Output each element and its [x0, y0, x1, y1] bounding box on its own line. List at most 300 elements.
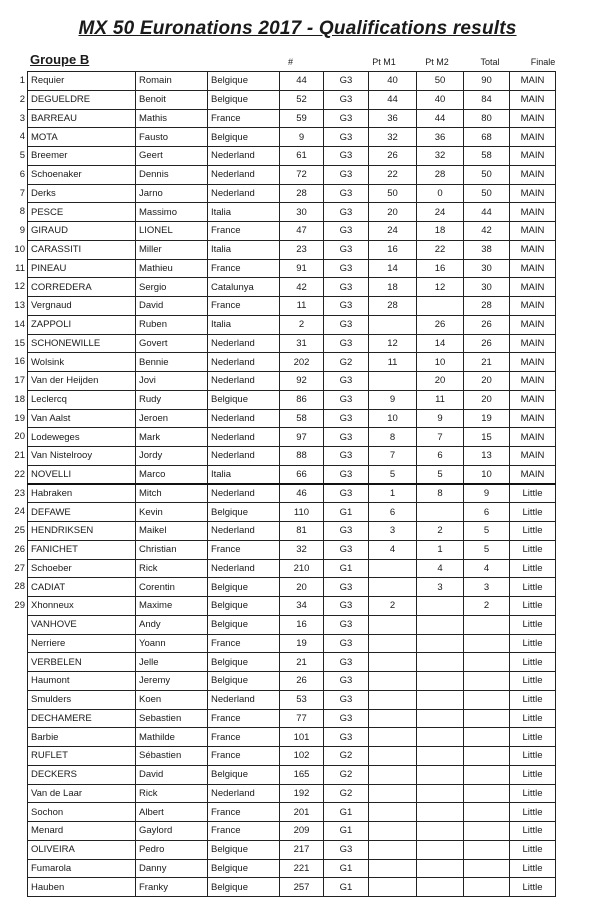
- points-m2: [417, 709, 464, 728]
- points-total: 30: [464, 259, 510, 278]
- rider-first-name: Andy: [136, 615, 208, 634]
- rider-class: G3: [324, 203, 369, 222]
- rider-first-name: Govert: [136, 334, 208, 353]
- rider-last-name: Xhonneux: [28, 597, 136, 616]
- rider-last-name: Sochon: [28, 803, 136, 822]
- rank-number: 3: [19, 112, 25, 124]
- table-row: [28, 522, 556, 541]
- rider-first-name: Dennis: [136, 165, 208, 184]
- rider-class: G1: [324, 803, 369, 822]
- rider-number: 32: [280, 540, 324, 559]
- rider-last-name: Fumarola: [28, 859, 136, 878]
- finale-assignment: Little: [510, 597, 556, 616]
- points-total: 28: [464, 297, 510, 316]
- rider-number: 91: [280, 259, 324, 278]
- rider-number: 42: [280, 278, 324, 297]
- points-m1: [369, 803, 417, 822]
- finale-assignment: MAIN: [510, 409, 556, 428]
- points-total: [464, 728, 510, 747]
- points-total: 15: [464, 428, 510, 447]
- rider-number: 9: [280, 128, 324, 147]
- points-m2: 24: [417, 203, 464, 222]
- rider-last-name: VERBELEN: [28, 653, 136, 672]
- rider-first-name: Christian: [136, 540, 208, 559]
- rider-country: Nederland: [208, 353, 280, 372]
- rank-number: 10: [14, 243, 25, 255]
- rider-last-name: CORREDERA: [28, 278, 136, 297]
- points-total: 5: [464, 522, 510, 541]
- points-m2: [417, 597, 464, 616]
- table-row: [28, 372, 556, 391]
- points-m2: [417, 765, 464, 784]
- rider-last-name: ZAPPOLI: [28, 315, 136, 334]
- rider-first-name: Jeremy: [136, 672, 208, 691]
- rider-number: 110: [280, 503, 324, 522]
- points-m1: 6: [369, 503, 417, 522]
- finale-assignment: Little: [510, 765, 556, 784]
- table-row: [28, 503, 556, 522]
- rider-country: Nederland: [208, 784, 280, 803]
- rider-country: Belgique: [208, 672, 280, 691]
- points-m1: [369, 315, 417, 334]
- finale-assignment: MAIN: [510, 428, 556, 447]
- points-m2: [417, 859, 464, 878]
- rider-number: 26: [280, 672, 324, 691]
- points-m1: 20: [369, 203, 417, 222]
- finale-assignment: Little: [510, 709, 556, 728]
- points-m1: [369, 784, 417, 803]
- finale-assignment: Little: [510, 634, 556, 653]
- points-total: 5: [464, 540, 510, 559]
- rider-class: G3: [324, 484, 369, 503]
- page-title: MX 50 Euronations 2017 - Qualifications results: [78, 18, 517, 39]
- rank-number: 1: [19, 75, 25, 86]
- header-finale: Finale: [530, 57, 556, 67]
- rider-class: G3: [324, 390, 369, 409]
- rider-number: 16: [280, 615, 324, 634]
- rider-last-name: Van de Laar: [28, 784, 136, 803]
- rider-first-name: Sebastien: [136, 709, 208, 728]
- points-total: 44: [464, 203, 510, 222]
- points-m1: [369, 372, 417, 391]
- points-m2: 0: [417, 184, 464, 203]
- points-total: [464, 653, 510, 672]
- rider-class: G2: [324, 765, 369, 784]
- finale-assignment: MAIN: [510, 278, 556, 297]
- rider-last-name: Schoeber: [28, 559, 136, 578]
- rider-number: 165: [280, 765, 324, 784]
- points-m2: 44: [417, 109, 464, 128]
- finale-assignment: MAIN: [510, 297, 556, 316]
- rider-class: G1: [324, 859, 369, 878]
- rider-country: Nederland: [208, 690, 280, 709]
- finale-assignment: MAIN: [510, 222, 556, 241]
- rider-class: G3: [324, 709, 369, 728]
- table-row: [28, 259, 556, 278]
- rider-country: Italia: [208, 465, 280, 484]
- rider-number: 52: [280, 90, 324, 109]
- rider-first-name: Rudy: [136, 390, 208, 409]
- points-m2: 12: [417, 278, 464, 297]
- table-row: [28, 390, 556, 409]
- rank-number: 12: [14, 281, 25, 293]
- table-row: [28, 653, 556, 672]
- rider-class: G3: [324, 728, 369, 747]
- table-row: [28, 859, 556, 878]
- points-m1: [369, 822, 417, 841]
- group-title: Groupe B: [30, 52, 90, 67]
- table-row: [28, 672, 556, 691]
- finale-assignment: Little: [510, 784, 556, 803]
- header-total: Total: [480, 57, 500, 67]
- points-m2: 6: [417, 447, 464, 466]
- points-m2: [417, 840, 464, 859]
- finale-assignment: MAIN: [510, 165, 556, 184]
- rider-last-name: Hauben: [28, 878, 136, 897]
- rider-first-name: Benoit: [136, 90, 208, 109]
- finale-assignment: Little: [510, 690, 556, 709]
- rider-last-name: SCHONEWILLE: [28, 334, 136, 353]
- points-m2: [417, 747, 464, 766]
- rider-first-name: Rick: [136, 559, 208, 578]
- rank-number: 17: [14, 375, 25, 386]
- rank-number: 26: [14, 543, 25, 555]
- points-m1: 7: [369, 447, 417, 466]
- table-row: [28, 90, 556, 109]
- points-m2: 50: [417, 72, 464, 91]
- rider-number: 72: [280, 165, 324, 184]
- points-m1: 5: [369, 465, 417, 484]
- points-m1: 3: [369, 522, 417, 541]
- points-total: 42: [464, 222, 510, 241]
- points-total: [464, 690, 510, 709]
- table-row: [28, 597, 556, 616]
- rider-class: G3: [324, 278, 369, 297]
- points-m1: [369, 634, 417, 653]
- rider-last-name: DEFAWE: [28, 503, 136, 522]
- rider-first-name: Fausto: [136, 128, 208, 147]
- points-m1: 16: [369, 240, 417, 259]
- rider-country: Belgique: [208, 390, 280, 409]
- rank-number: 11: [15, 262, 25, 274]
- table-row: [28, 128, 556, 147]
- rider-number: 28: [280, 184, 324, 203]
- points-total: 26: [464, 315, 510, 334]
- rider-number: 53: [280, 690, 324, 709]
- rider-class: G3: [324, 109, 369, 128]
- rider-last-name: GIRAUD: [28, 222, 136, 241]
- rank-number: 6: [19, 168, 25, 180]
- rider-country: Nederland: [208, 484, 280, 503]
- finale-assignment: Little: [510, 540, 556, 559]
- rider-first-name: Mathilde: [136, 728, 208, 747]
- rider-class: G3: [324, 540, 369, 559]
- points-m2: 4: [417, 559, 464, 578]
- finale-assignment: MAIN: [510, 447, 556, 466]
- rank-number: 14: [14, 318, 25, 330]
- rider-country: France: [208, 297, 280, 316]
- finale-assignment: Little: [510, 840, 556, 859]
- points-m2: 7: [417, 428, 464, 447]
- points-m1: [369, 747, 417, 766]
- finale-assignment: MAIN: [510, 147, 556, 166]
- points-m1: 18: [369, 278, 417, 297]
- points-total: 20: [464, 372, 510, 391]
- rider-first-name: Franky: [136, 878, 208, 897]
- rider-last-name: Schoenaker: [28, 165, 136, 184]
- rider-class: G3: [324, 222, 369, 241]
- rider-number: 101: [280, 728, 324, 747]
- points-m2: 5: [417, 465, 464, 484]
- rank-number: 16: [14, 356, 25, 368]
- rider-class: G3: [324, 90, 369, 109]
- rider-last-name: Barbie: [28, 728, 136, 747]
- points-m2: 40: [417, 90, 464, 109]
- rider-country: France: [208, 109, 280, 128]
- points-m1: 9: [369, 390, 417, 409]
- rider-last-name: Van der Heijden: [28, 372, 136, 391]
- rank-number: 7: [19, 187, 25, 199]
- points-m2: 18: [417, 222, 464, 241]
- rider-last-name: CADIAT: [28, 578, 136, 597]
- rank-number: 18: [14, 393, 25, 405]
- rider-first-name: Koen: [136, 690, 208, 709]
- finale-assignment: Little: [510, 803, 556, 822]
- rider-country: Belgique: [208, 597, 280, 616]
- rider-number: 257: [280, 878, 324, 897]
- rider-last-name: MOTA: [28, 128, 136, 147]
- rider-country: France: [208, 822, 280, 841]
- rider-number: 30: [280, 203, 324, 222]
- points-m2: [417, 784, 464, 803]
- rider-class: G3: [324, 634, 369, 653]
- points-m2: [417, 503, 464, 522]
- finale-assignment: MAIN: [510, 353, 556, 372]
- rider-last-name: Nerriere: [28, 634, 136, 653]
- points-total: 50: [464, 184, 510, 203]
- rider-first-name: Sébastien: [136, 747, 208, 766]
- points-total: [464, 709, 510, 728]
- rider-country: Belgique: [208, 615, 280, 634]
- finale-assignment: MAIN: [510, 372, 556, 391]
- table-row: [28, 203, 556, 222]
- table-row: [28, 240, 556, 259]
- finale-assignment: Little: [510, 728, 556, 747]
- points-total: [464, 615, 510, 634]
- rank-number: 21: [14, 450, 25, 461]
- rider-number: 31: [280, 334, 324, 353]
- points-total: 84: [464, 90, 510, 109]
- rider-class: G3: [324, 615, 369, 634]
- points-total: 10: [464, 465, 510, 484]
- rider-last-name: Leclercq: [28, 390, 136, 409]
- points-m1: 32: [369, 128, 417, 147]
- rider-first-name: Marco: [136, 465, 208, 484]
- finale-assignment: MAIN: [510, 240, 556, 259]
- rider-country: Nederland: [208, 522, 280, 541]
- table-row: [28, 297, 556, 316]
- rider-country: Nederland: [208, 184, 280, 203]
- points-m1: [369, 690, 417, 709]
- finale-assignment: Little: [510, 578, 556, 597]
- rider-first-name: Kevin: [136, 503, 208, 522]
- rider-country: Italia: [208, 240, 280, 259]
- rider-class: G3: [324, 334, 369, 353]
- rider-first-name: Gaylord: [136, 822, 208, 841]
- rider-number: 20: [280, 578, 324, 597]
- points-m2: [417, 803, 464, 822]
- rider-last-name: PINEAU: [28, 259, 136, 278]
- points-m2: [417, 653, 464, 672]
- points-total: 3: [464, 578, 510, 597]
- rider-number: 88: [280, 447, 324, 466]
- points-m1: 36: [369, 109, 417, 128]
- rider-number: 209: [280, 822, 324, 841]
- rider-country: France: [208, 747, 280, 766]
- rider-class: G2: [324, 784, 369, 803]
- rider-number: 23: [280, 240, 324, 259]
- rider-class: G3: [324, 165, 369, 184]
- finale-assignment: MAIN: [510, 334, 556, 353]
- rider-last-name: CARASSITI: [28, 240, 136, 259]
- rider-first-name: Danny: [136, 859, 208, 878]
- rider-country: Belgique: [208, 578, 280, 597]
- rider-last-name: Habraken: [28, 484, 136, 503]
- rank-number: 9: [19, 225, 25, 236]
- rider-number: 44: [280, 72, 324, 91]
- rank-number: 29: [14, 600, 25, 611]
- rider-country: Nederland: [208, 147, 280, 166]
- table-row: [28, 822, 556, 841]
- points-m1: 50: [369, 184, 417, 203]
- rider-first-name: Miller: [136, 240, 208, 259]
- rider-country: Nederland: [208, 428, 280, 447]
- rider-last-name: FANICHET: [28, 540, 136, 559]
- rider-country: Belgique: [208, 128, 280, 147]
- rank-number: 2: [19, 93, 25, 105]
- rider-number: 58: [280, 409, 324, 428]
- rider-number: 210: [280, 559, 324, 578]
- points-total: [464, 747, 510, 766]
- points-m2: [417, 878, 464, 897]
- rider-class: G3: [324, 578, 369, 597]
- table-row: [28, 878, 556, 897]
- points-total: 68: [464, 128, 510, 147]
- points-m1: 24: [369, 222, 417, 241]
- rank-number: 25: [14, 525, 25, 536]
- rider-first-name: David: [136, 765, 208, 784]
- rider-country: Belgique: [208, 503, 280, 522]
- rider-number: 19: [280, 634, 324, 653]
- points-m2: 1: [417, 540, 464, 559]
- rider-country: Catalunya: [208, 278, 280, 297]
- rider-class: G3: [324, 147, 369, 166]
- rider-class: G3: [324, 522, 369, 541]
- table-row: [28, 165, 556, 184]
- points-m1: 4: [369, 540, 417, 559]
- points-m2: [417, 822, 464, 841]
- rider-class: G3: [324, 315, 369, 334]
- table-row: [28, 709, 556, 728]
- rider-country: Nederland: [208, 165, 280, 184]
- rider-number: 59: [280, 109, 324, 128]
- points-m1: [369, 765, 417, 784]
- points-m2: 9: [417, 409, 464, 428]
- rider-last-name: Van Aalst: [28, 409, 136, 428]
- rider-country: Belgique: [208, 72, 280, 91]
- rider-number: 2: [280, 315, 324, 334]
- rider-class: G3: [324, 465, 369, 484]
- rider-number: 81: [280, 522, 324, 541]
- finale-assignment: Little: [510, 672, 556, 691]
- rank-number: 22: [14, 468, 25, 480]
- rider-class: G3: [324, 428, 369, 447]
- rider-number: 192: [280, 784, 324, 803]
- points-m1: 26: [369, 147, 417, 166]
- table-row: [28, 447, 556, 466]
- points-m1: 28: [369, 297, 417, 316]
- rider-class: G3: [324, 259, 369, 278]
- points-m1: 14: [369, 259, 417, 278]
- table-row: [28, 803, 556, 822]
- finale-assignment: Little: [510, 522, 556, 541]
- table-row: [28, 147, 556, 166]
- rider-number: 47: [280, 222, 324, 241]
- rider-class: G3: [324, 372, 369, 391]
- points-total: 90: [464, 72, 510, 91]
- rider-last-name: Van Nistelrooy: [28, 447, 136, 466]
- finale-assignment: MAIN: [510, 109, 556, 128]
- rider-last-name: DECHAMERE: [28, 709, 136, 728]
- points-m2: 16: [417, 259, 464, 278]
- rider-country: France: [208, 540, 280, 559]
- points-total: [464, 859, 510, 878]
- rider-first-name: Ruben: [136, 315, 208, 334]
- header-number: #: [287, 57, 293, 67]
- points-m2: [417, 297, 464, 316]
- rider-first-name: Jovi: [136, 372, 208, 391]
- points-m1: [369, 878, 417, 897]
- rank-number: 20: [14, 431, 25, 443]
- table-row: [28, 765, 556, 784]
- points-m2: 14: [417, 334, 464, 353]
- table-row: [28, 72, 556, 91]
- rider-country: Nederland: [208, 334, 280, 353]
- points-m2: 20: [417, 372, 464, 391]
- rider-first-name: Mitch: [136, 484, 208, 503]
- table-row: [28, 465, 556, 484]
- table-row: [28, 278, 556, 297]
- finale-assignment: MAIN: [510, 128, 556, 147]
- points-total: 21: [464, 353, 510, 372]
- rider-last-name: Smulders: [28, 690, 136, 709]
- rider-last-name: Lodeweges: [28, 428, 136, 447]
- points-total: 80: [464, 109, 510, 128]
- rider-first-name: Mathieu: [136, 259, 208, 278]
- rider-number: 217: [280, 840, 324, 859]
- rider-first-name: Jelle: [136, 653, 208, 672]
- header-pt-m2: Pt M2: [425, 57, 449, 67]
- finale-assignment: Little: [510, 484, 556, 503]
- table-row: [28, 578, 556, 597]
- rider-first-name: Maxime: [136, 597, 208, 616]
- rider-class: G2: [324, 353, 369, 372]
- finale-assignment: MAIN: [510, 72, 556, 91]
- rider-number: 11: [280, 297, 324, 316]
- rider-country: Nederland: [208, 409, 280, 428]
- points-total: [464, 765, 510, 784]
- rider-class: G3: [324, 240, 369, 259]
